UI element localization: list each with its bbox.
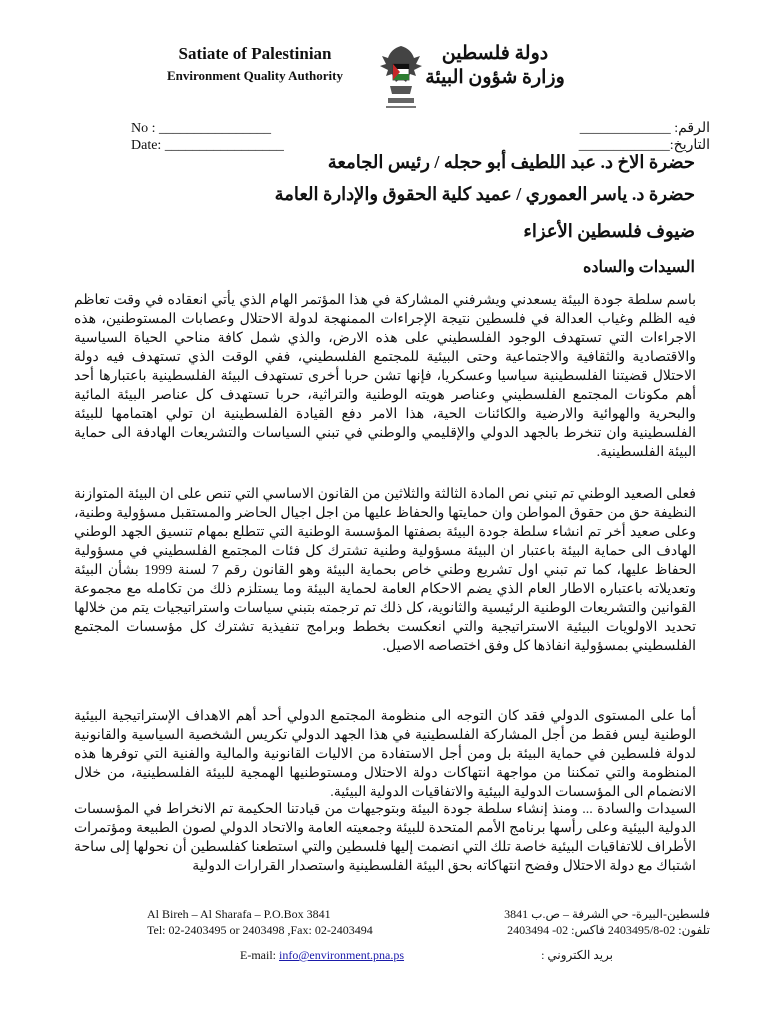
footer-ar-phone: تلفون: 02-2403495/8 فاكس: 02- 2403494	[507, 923, 710, 937]
reference-fields-arabic	[579, 120, 710, 154]
salutation-president: حضرة الاخ د. عبد اللطيف أبو حجله / رئيس الجامعة	[327, 152, 695, 172]
ar-date-field: التاريخ:_____________	[578, 138, 710, 153]
body-paragraph-4: السيدات والسادة ... ومنذ إنشاء سلطة جودة البيئة وبتوجيهات من قيادتنا الحكيمة تم الانخراط في المؤسسات الدولية البيئية وعلى رأسها برنامج الأمم المتحدة للبيئة وجمعيته العامة والاتحاد الدولي لصون الطبيعة ومؤتمرات الأطراف للاتفاقيات البيئية خاصة تلك التي انضمت إليها فلسطين والتي استطعنا كفلسطين أن نحولها إلى ساحة اشتباك مع دولة الاحتلال وفضح انتهاكاته بحق البيئة الفلسطينية واستصدار القرارات الدولية	[74, 802, 696, 874]
header-en-line1: Satiate of Palestinian	[178, 44, 332, 63]
header-ar-line1: دولة فلسطين	[441, 43, 549, 64]
number-field: No : ________________	[131, 121, 271, 136]
body-paragraph-1: باسم سلطة جودة البيئة يسعدني ويشرفني المشاركة في هذا المؤتمر الهام الذي يأتي انعقاده في وقت تعاظم فيه الظلم وغياب العدالة في فلسطين نتيجة الإجراءات الممنهجة لدولة الاحتلال وعصابات المستوطنين، هذه الاجراءات التي تستهدف الوجود الفلسطيني على هذه الارض، والذي شمل كافة مناحي الحياة السياسية والاقتصادية والثقافية والاجتماعية وحتى البيئية للمجتمع الفلسطيني، ففي الوقت الذي تستهدف فيه دولة الاحتلال قضيتنا الفلسطينية سياسيا وعسكريا، فإنها تشن حربا أخرى تستهدف البيئة الفلسطينية باعتبارها أحد أهم مكونات المجتمع الفلسطيني وعناصر هويته الوطنية والتراثية، حربا تستهدف كل عناصر البيئة المائية والبحرية والهوائية والارضية والكائنات الحية، هذا الامر دفع القيادة الفلسطينية ان تولي اهتمامها للبيئة الفلسطينية وان تنخرط بالجهد الدولي والإقليمي والوطني في تبني السياسات والتشريعات الهادفة الى حماية البيئة الفلسطينية.	[74, 293, 696, 460]
header-english	[140, 44, 370, 86]
header-ar-line2: وزارة شؤون البيئة	[425, 67, 565, 88]
header-en-line2: Environment Quality Authority	[166, 68, 343, 83]
footer-ar-email-label: بريد الكتروني :	[541, 948, 613, 962]
date-field: Date: _________________	[131, 138, 284, 153]
salutation-guests: ضيوف فلسطين الأعزاء	[523, 221, 695, 241]
reference-fields-english	[131, 120, 284, 154]
salutation-dean: حضرة د. ياسر العموري / عميد كلية الحقوق والإدارة العامة	[274, 184, 695, 204]
footer-ar-address: فلسطين-البيرة- حي الشرفة – ص.ب 3841	[504, 907, 710, 921]
salutation-ladies-gentlemen: السيدات والساده	[582, 259, 695, 276]
footer-english	[147, 906, 373, 938]
email-link[interactable]: info@environment.pna.ps	[279, 948, 405, 962]
footer-arabic	[504, 906, 710, 938]
footer-phone: Tel: 02-2403495 or 2403498 ,Fax: 02-2403494	[147, 923, 373, 937]
body-paragraph-3: أما على المستوى الدولي فقد كان التوجه الى منظومة المجتمع الدولي أحد أهم الاهداف الإستراتيجية البيئية الوطنية ليس فقط من أجل المشاركة الفلسطينية في هذا الجهد الدولي تكريس الشخصية السياسية والقانونية لدولة فلسطين في حماية البيئة بل ومن أجل الاستفادة من الاليات القانونية والمالية والفنية التي توفرها هذه المنظومة والتي تمكننا من مواجهة انتهاكات دولة الاحتلال ومستوطنيها الهمجية للبيئة الفلسطينية، من خلال الانضمام الى المؤسسات الدولية البيئية والاتفاقيات الدولية البيئية.	[74, 709, 696, 800]
header-arabic	[380, 42, 610, 90]
email-label: E-mail:	[240, 948, 279, 962]
ar-number-field: الرقم: _____________	[579, 121, 710, 136]
footer-email	[240, 948, 404, 963]
body-paragraph-2: فعلى الصعيد الوطني تم تبني نص المادة الثالثة والثلاثين من القانون الاساسي التي تنص على ان البيئة المتوازنة النظيفة حق من حقوق المواطن وان حمايتها والحفاظ عليها من اجل اجيال الحاضر والمستقبل مسؤولية وطنية، وعلى صعيد أخر تم انشاء سلطة جودة البيئة بصفتها المؤسسة الوطنية التي تتطلع بمهام تنسيق الجهد الوطني الهادف الى حماية البيئة باعتبار ان البيئة مسؤولية وطنية تشترك كل فئات المجتمع الفلسطيني في مسؤولية الحفاظ عليها، كما تم تبني اول تشريع وطني خاص بحماية البيئة وهو القانون رقم 7 لسنة 1999 بشأن البيئة وتعديلاته باعتباره الاطار العام الذي يضم الاحكام العامة لحماية البيئة وما يستلزم ذلك من تكامله مع مجموعة القوانين والتشريعات الوطنية الرئيسية والثانوية، كل ذلك تم ترجمته بتبني سياسات واستراتيجيات يتم من خلالها تحديد الاولويات البيئية الاستراتيجية والتي انعكست بخطط وبرامج تنفيذية تشترك كل مؤسسات المجتمع الفلسطيني بمسؤولية انفاذها كل وفق اختصاصه الاصيل.	[74, 487, 696, 654]
footer-address: Al Bireh – Al Sharafa – P.O.Box 3841	[147, 907, 331, 921]
